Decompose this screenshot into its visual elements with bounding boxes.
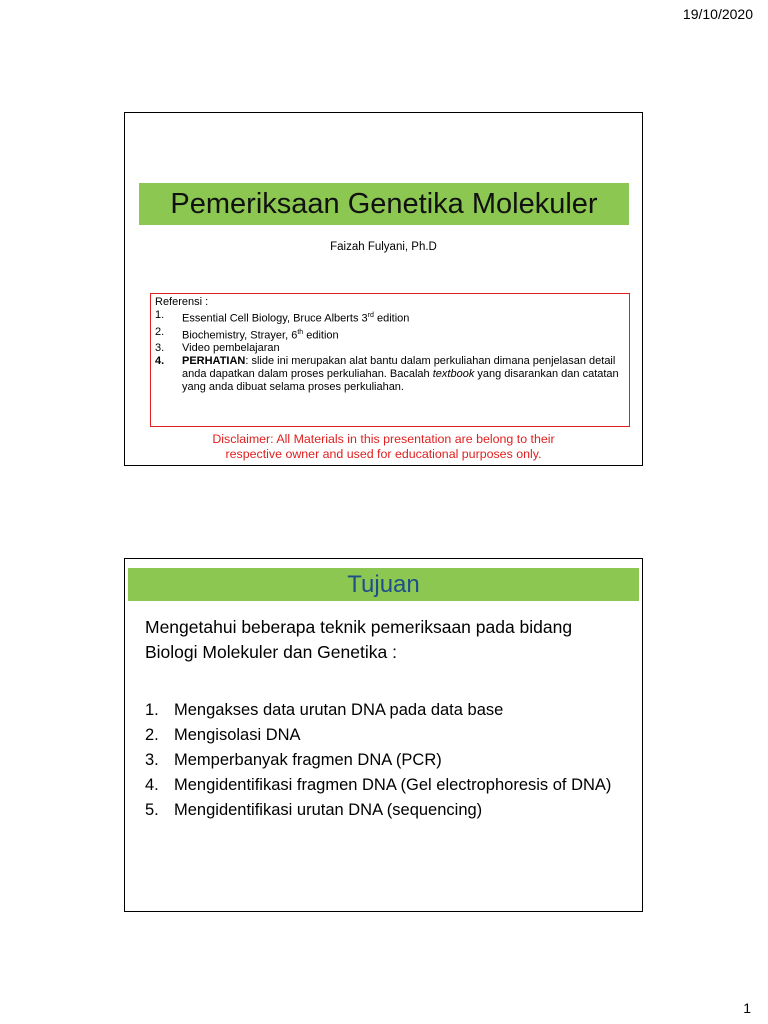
reference-number: 3.	[155, 342, 165, 355]
objective-number: 2.	[145, 726, 159, 744]
objective-text: Memperbanyak fragmen DNA (PCR)	[174, 751, 442, 769]
disclaimer-line: Disclaimer: All Materials in this presentation are belong to their	[212, 432, 555, 446]
reference-text: Biochemistry, Strayer, 6	[182, 329, 298, 342]
notice-italic: textbook	[432, 368, 475, 381]
slide-title	[124, 112, 643, 466]
objective-item	[145, 799, 625, 821]
objective-number: 5.	[145, 801, 159, 819]
author-name: Faizah Fulyani, Ph.D	[330, 241, 437, 253]
objective-number: 1.	[145, 701, 159, 719]
reference-item	[155, 309, 623, 326]
objective-text: Mengidentifikasi urutan DNA (sequencing)	[174, 801, 483, 819]
reference-item	[155, 342, 623, 355]
disclaimer-line: respective owner and used for educational purposes only.	[225, 447, 542, 461]
references-list	[155, 309, 623, 394]
slide-objectives	[124, 558, 643, 912]
objectives-intro: Mengetahui beberapa teknik pemeriksaan pada bidang Biologi Molekuler dan Genetika :	[145, 617, 573, 662]
objective-number: 4.	[145, 776, 159, 794]
reference-number: 2.	[155, 325, 165, 338]
objective-text: Mengisolasi DNA	[174, 726, 301, 744]
reference-text: Video pembelajaran	[182, 342, 280, 355]
disclaimer	[125, 432, 642, 462]
objective-text: Mengakses data urutan DNA pada data base	[174, 701, 504, 719]
reference-tail: edition	[303, 329, 339, 342]
objective-item	[145, 724, 625, 746]
slide-objectives-heading: Tujuan	[128, 568, 639, 601]
objective-item	[145, 774, 625, 796]
objective-item	[145, 699, 625, 721]
notice-item	[155, 355, 623, 394]
reference-tail: edition	[373, 312, 410, 325]
objective-number: 3.	[145, 751, 159, 769]
reference-number: 1.	[155, 309, 165, 321]
objective-item	[145, 749, 625, 771]
slide-title-heading: Pemeriksaan Genetika Molekuler	[139, 183, 629, 225]
reference-text: Essential Cell Biology, Bruce Alberts 3	[182, 312, 368, 325]
reference-item	[155, 326, 623, 343]
print-date: 19/10/2020	[682, 6, 753, 22]
notice-number: 4.	[155, 355, 165, 368]
reference-superscript: rd	[367, 312, 374, 319]
notice-text-end: yang disarankan dan catatan yang anda dibuat selama proses perkuliahan.	[182, 368, 619, 394]
objective-text: Mengidentifikasi fragmen DNA (Gel electrophoresis of DNA)	[174, 776, 612, 794]
page-number: 1	[743, 1000, 751, 1016]
notice-label: PERHATIAN	[182, 355, 246, 368]
references-box	[150, 293, 630, 427]
references-heading: Referensi :	[155, 296, 209, 308]
notice-text: : slide ini merupakan alat bantu dalam perkuliahan dimana penjelasan detail anda dapatkan dalam proses perkuliahan. Bacalah	[182, 355, 616, 381]
reference-superscript: th	[297, 328, 304, 336]
objectives-list	[145, 699, 625, 824]
